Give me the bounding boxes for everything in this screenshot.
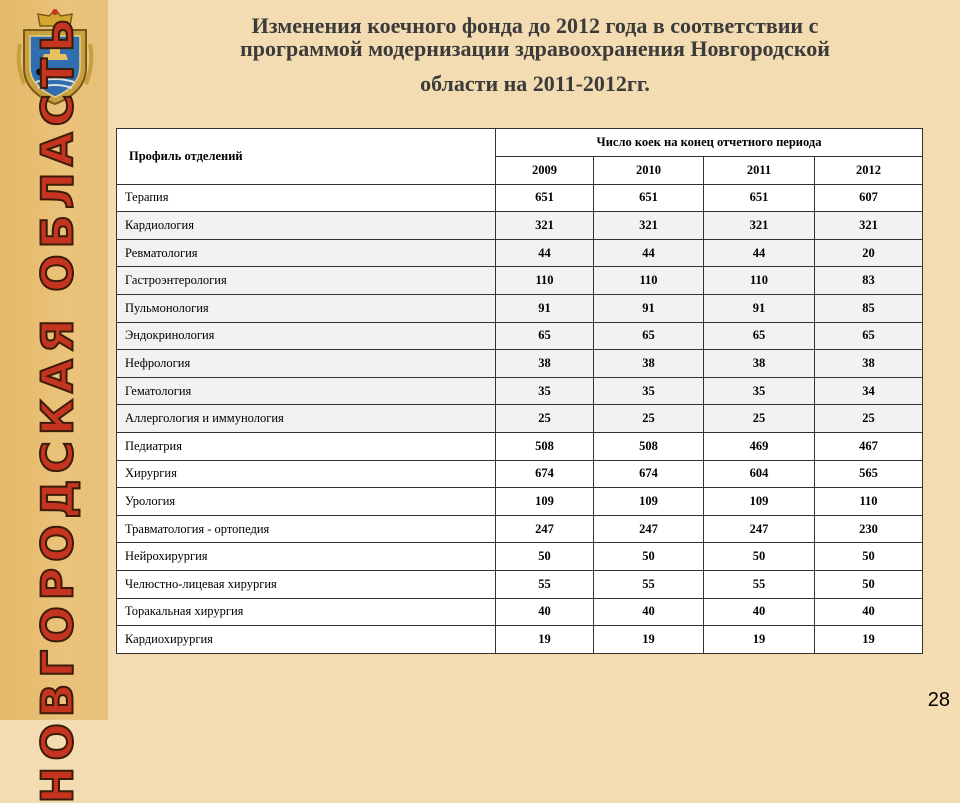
row-profile-name: Травматология - ортопедия <box>117 515 496 543</box>
bed-count-2011: 19 <box>704 626 815 654</box>
bed-count-2012: 50 <box>815 570 923 598</box>
bed-count-2011: 110 <box>704 267 815 295</box>
year-header-2012: 2012 <box>815 157 923 185</box>
title-line-2: программой модернизации здравоохранения Новгородской <box>240 36 830 61</box>
row-profile-name: Эндокринология <box>117 322 496 350</box>
bed-count-2011: 38 <box>704 350 815 378</box>
bed-count-2009: 321 <box>496 212 594 240</box>
bed-count-2009: 19 <box>496 626 594 654</box>
bed-count-2011: 247 <box>704 515 815 543</box>
bed-count-2012: 321 <box>815 212 923 240</box>
bed-count-2012: 65 <box>815 322 923 350</box>
bed-count-2010: 674 <box>594 460 704 488</box>
year-header-2010: 2010 <box>594 157 704 185</box>
bed-count-2009: 91 <box>496 294 594 322</box>
row-profile-name: Пульмонология <box>117 294 496 322</box>
bed-count-2010: 247 <box>594 515 704 543</box>
row-profile-name: Челюстно-лицевая хирургия <box>117 570 496 598</box>
bed-count-2009: 50 <box>496 543 594 571</box>
row-profile-name: Нейрохирургия <box>117 543 496 571</box>
bed-count-2011: 65 <box>704 322 815 350</box>
bed-count-2012: 467 <box>815 432 923 460</box>
bed-count-2012: 34 <box>815 377 923 405</box>
bed-count-2010: 65 <box>594 322 704 350</box>
table-row <box>117 543 923 571</box>
table-row <box>117 488 923 516</box>
bed-count-2012: 607 <box>815 184 923 212</box>
bed-count-2010: 91 <box>594 294 704 322</box>
bed-count-2009: 508 <box>496 432 594 460</box>
table-row <box>117 570 923 598</box>
bed-count-2012: 20 <box>815 239 923 267</box>
title-line-1: Изменения коечного фонда до 2012 года в соответствии с <box>251 13 819 38</box>
table-row <box>117 239 923 267</box>
bed-count-2011: 44 <box>704 239 815 267</box>
profile-header: Профиль отделений <box>117 129 496 185</box>
row-profile-name: Педиатрия <box>117 432 496 460</box>
bed-count-2010: 110 <box>594 267 704 295</box>
title-line-3: области на 2011-2012гг. <box>420 71 650 96</box>
bed-count-2012: 19 <box>815 626 923 654</box>
bed-count-2009: 35 <box>496 377 594 405</box>
bed-count-2011: 40 <box>704 598 815 626</box>
row-profile-name: Торакальная хирургия <box>117 598 496 626</box>
bed-count-2010: 109 <box>594 488 704 516</box>
bed-count-2010: 508 <box>594 432 704 460</box>
table-row <box>117 626 923 654</box>
beds-table <box>116 128 923 654</box>
row-profile-name: Гематология <box>117 377 496 405</box>
bed-count-2010: 321 <box>594 212 704 240</box>
table-row <box>117 598 923 626</box>
bed-count-2011: 35 <box>704 377 815 405</box>
table-row <box>117 212 923 240</box>
bed-count-2012: 38 <box>815 350 923 378</box>
row-profile-name: Урология <box>117 488 496 516</box>
bed-count-2012: 50 <box>815 543 923 571</box>
row-profile-name: Ревматология <box>117 239 496 267</box>
bed-count-2009: 674 <box>496 460 594 488</box>
bed-count-2010: 651 <box>594 184 704 212</box>
bed-count-2012: 85 <box>815 294 923 322</box>
bed-count-2011: 109 <box>704 488 815 516</box>
table-row <box>117 377 923 405</box>
bed-count-2012: 230 <box>815 515 923 543</box>
sidebar-band <box>0 0 108 803</box>
table-row <box>117 460 923 488</box>
row-profile-name: Нефрология <box>117 350 496 378</box>
bed-count-2010: 40 <box>594 598 704 626</box>
table-row <box>117 405 923 433</box>
bed-count-2011: 651 <box>704 184 815 212</box>
bed-count-2009: 110 <box>496 267 594 295</box>
row-profile-name: Кардиохирургия <box>117 626 496 654</box>
bed-count-2011: 50 <box>704 543 815 571</box>
bed-count-2009: 38 <box>496 350 594 378</box>
table-row <box>117 322 923 350</box>
bed-count-2012: 83 <box>815 267 923 295</box>
bed-count-2009: 40 <box>496 598 594 626</box>
page-title <box>170 14 900 95</box>
table-row <box>117 294 923 322</box>
bed-count-2012: 110 <box>815 488 923 516</box>
bed-count-2009: 65 <box>496 322 594 350</box>
table-row <box>117 515 923 543</box>
row-profile-name: Кардиология <box>117 212 496 240</box>
year-header-2011: 2011 <box>704 157 815 185</box>
period-group-header: Число коек на конец отчетного периода <box>496 129 923 157</box>
bed-count-2010: 55 <box>594 570 704 598</box>
bed-count-2009: 651 <box>496 184 594 212</box>
row-profile-name: Аллергология и иммунология <box>117 405 496 433</box>
bed-count-2010: 19 <box>594 626 704 654</box>
table-row <box>117 184 923 212</box>
year-header-2009: 2009 <box>496 157 594 185</box>
bed-count-2010: 25 <box>594 405 704 433</box>
bed-count-2009: 55 <box>496 570 594 598</box>
bed-count-2011: 604 <box>704 460 815 488</box>
bed-count-2012: 40 <box>815 598 923 626</box>
bed-count-2012: 565 <box>815 460 923 488</box>
table-row <box>117 432 923 460</box>
bed-count-2011: 91 <box>704 294 815 322</box>
table-row <box>117 350 923 378</box>
page-number: 28 <box>927 689 950 711</box>
bed-count-2011: 55 <box>704 570 815 598</box>
bed-count-2009: 44 <box>496 239 594 267</box>
vertical-region-title: НОВГОРОДСКАЯ ОБЛАСТЬ <box>32 12 84 803</box>
bed-count-2009: 109 <box>496 488 594 516</box>
beds-table-container <box>116 128 922 654</box>
bed-count-2010: 38 <box>594 350 704 378</box>
bed-count-2009: 25 <box>496 405 594 433</box>
bed-count-2010: 50 <box>594 543 704 571</box>
bed-count-2009: 247 <box>496 515 594 543</box>
bed-count-2010: 35 <box>594 377 704 405</box>
bed-count-2011: 469 <box>704 432 815 460</box>
row-profile-name: Терапия <box>117 184 496 212</box>
bed-count-2011: 25 <box>704 405 815 433</box>
bed-count-2012: 25 <box>815 405 923 433</box>
bed-count-2010: 44 <box>594 239 704 267</box>
table-body <box>117 184 923 653</box>
row-profile-name: Хирургия <box>117 460 496 488</box>
bed-count-2011: 321 <box>704 212 815 240</box>
row-profile-name: Гастроэнтерология <box>117 267 496 295</box>
table-row <box>117 267 923 295</box>
